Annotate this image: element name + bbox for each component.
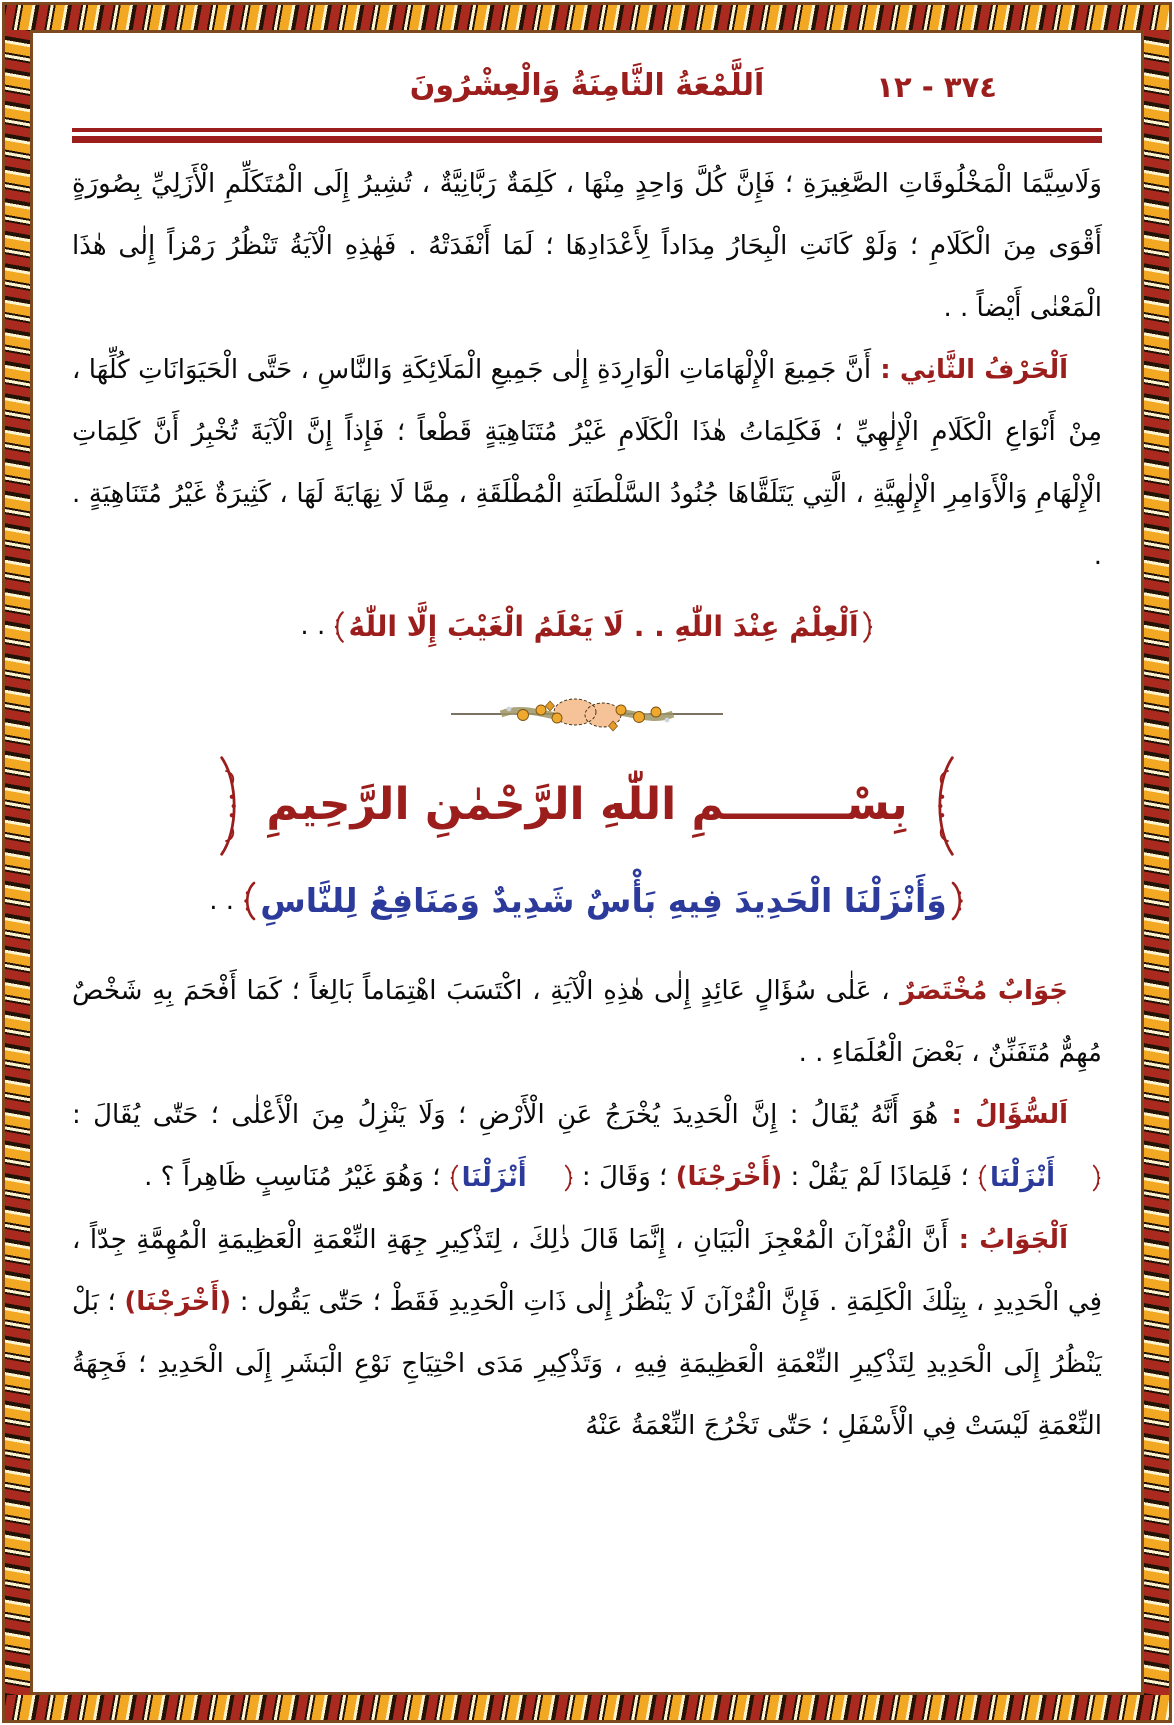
text-segment-black: أَنَّ الْقُرْآنَ الْمُعْجِزَ الْبَيَانِ ، إِنَّمَا قَالَ ذٰلِكَ ، لِتَذْكِيرِ جِهَةِ النِّعْمَةِ الْعَظِيمَةِ الْمُهِمَّةِ جِدّاً ، فِي الْحَدِيدِ ، بِتِلْكَ الْكَلِمَةِ . فَإِنَّ الْقُرْآنَ لَا يَنْظُرُ إِلٰى ذَاتِ الْحَدِيدِ فَقَطْ ؛ حَتّٰى يَقُول : (72, 1224, 1102, 1317)
text-segment-red: اَلْجَوَابُ : (948, 1224, 1068, 1255)
border-pattern-right (1144, 30, 1169, 1695)
border-pattern-top (5, 5, 1169, 30)
ornate-bracket-left-icon (977, 1163, 988, 1193)
ornate-bracket-left-icon (242, 878, 258, 924)
quran-phrase-text: وَأَنْزَلْنَا الْحَدِيدَ فِيهِ بَأْسٌ شَدِيدٌ وَمَنَافِعُ لِلنَّاسِ (260, 881, 947, 920)
paragraph-answer (72, 1209, 1102, 1457)
verse-line (72, 862, 1102, 941)
body-text (72, 153, 1102, 1457)
text-segment-black: هُوَ أَنَّهُ يُقَالُ : إِنَّ الْحَدِيدَ يُخْرَجُ عَنِ الْأَرْضِ ؛ وَلَا يَنْزِلُ مِنَ الْأَعْلٰى ؛ حَتّٰى يُقَالَ : (72, 1100, 939, 1130)
floral-divider (72, 692, 1102, 736)
calligraphy-flourish-icon (214, 754, 246, 858)
page-content (34, 34, 1140, 1691)
ornate-bracket-right-icon (1091, 1163, 1102, 1193)
paragraph-continuation (72, 153, 1102, 339)
text-segment-black: أَنَّ جَمِيعَ الْإِلْهَامَاتِ الْوَارِدَةِ إِلٰى جَمِيعِ الْمَلَائِكَةِ وَالنَّاسِ ، حَتَّى الْحَيَوَانَاتِ كُلِّهَا ، مِنْ أَنْوَاعِ الْكَلَامِ الْإِلٰهِيِّ ؛ فَكَلِمَاتُ هٰذَا الْكَلَامِ غَيْرُ مُتَنَاهِيَةٍ قَطْعاً ؛ فَإِذاً إِنَّ الْآيَةَ تُخْبِرُ أَنَّ كَلِمَاتِ الْإِلْهَامِ وَالْأَوَامِرِ الْإِلٰهِيَّةِ ، الَّتِي يَتَلَقَّاهَا جُنُودُ السَّلْطَنَةِ الْمُطْلَقَةِ ، مِمَّا لَا نِهَايَةَ لَهَا ، كَثِيرَةٌ غَيْرُ مُتَنَاهِيَةٍ . . (72, 355, 1102, 571)
bismillah-text: بِسْــــــــمِ اللّٰهِ الرَّحْمٰنِ الرَّحِيمِ (266, 779, 908, 831)
page-title: اَللَّمْعَةُ الثَّامِنَةُ وَالْعِشْرُونَ (409, 68, 765, 103)
quran-phrase (449, 1147, 574, 1209)
quran-phrase-text: أَنْزَلْنَا (990, 1162, 1055, 1193)
ornate-bracket-right-icon (949, 878, 965, 924)
text-segment-black: . . (300, 611, 334, 641)
header-rule (72, 128, 1102, 143)
quran-phrase (977, 1147, 1102, 1209)
quran-phrase-text: اَلْعِلْمُ عِنْدَ اللّٰهِ . . لَا يَعْلَمُ الْغَيْبَ إِلَّا اللّٰهُ (348, 609, 859, 643)
text-segment-red: اَلسُّؤَالُ : (938, 1100, 1069, 1130)
quran-phrase-text: أَنْزَلْنَا (461, 1162, 527, 1193)
text-segment-red: (أَخْرَجْنَا) (124, 1286, 232, 1317)
ornate-bracket-left-icon (449, 1163, 460, 1193)
text-segment-red: (أَخْرَجْنَا) (675, 1162, 783, 1192)
calligraphy-flourish-icon (928, 754, 960, 858)
text-segment-black: ؛ وَقَالَ : (573, 1162, 676, 1192)
quran-phrase (242, 862, 965, 940)
ornate-bracket-left-icon (333, 609, 346, 645)
text-segment-black: ، عَلٰى سُؤَالٍ عَائِدٍ إِلٰى هٰذِهِ الْآيَةِ ، اكْتَسَبَ اهْتِمَاماً بَالِغاً ؛ كَمَا أَفْحَمَ بِهِ شَخْصٌ مُهِمٌّ مُتَفَنِّنٌ ، بَعْضَ الْعُلَمَاءِ . . (72, 976, 1102, 1068)
border-pattern-bottom (5, 1695, 1169, 1720)
text-segment-red: اَلْحَرْفُ الثَّانِي : (871, 355, 1068, 385)
border-pattern-left (5, 30, 30, 1695)
paragraph-short-answer (72, 960, 1102, 1084)
page-number: ٣٧٤ - ١٢ (876, 70, 997, 104)
floral-divider-icon (447, 692, 727, 736)
text-segment-black: . . (209, 885, 243, 916)
paragraph-second-letter (72, 339, 1102, 587)
paragraph-question (72, 1084, 1102, 1209)
text-segment-black: وَلَاسِيَّمَا الْمَخْلُوقَاتِ الصَّغِيرَةِ ؛ فَإِنَّ كُلَّ وَاحِدٍ مِنْهَا ، كَلِمَةٌ رَبَّانِيَّةٌ ، تُشِيرُ إِلَى الْمُتَكَلِّمِ الْأَزَلِيِّ بِصُورَةٍ أَقْوَى مِنَ الْكَلَامِ ؛ وَلَوْ كَانَتِ الْبِحَارُ مِدَاداً لِأَعْدَادِهَا ؛ لَمَا أَنْفَدَتْهُ . فَهٰذِهِ الْآيَةُ تَنْظُرُ رَمْزاً إِلٰى هٰذَا الْمَعْنٰى أَيْضاً . . (72, 169, 1102, 323)
text-segment-black: ؛ وَهُوَ غَيْرُ مُنَاسِبٍ ظَاهِراً ؟ . (144, 1162, 449, 1192)
ornate-bracket-right-icon (861, 609, 874, 645)
quote-line (72, 591, 1102, 662)
bismillah-calligraphy (72, 754, 1102, 858)
text-segment-red: جَوَابٌ مُخْتَصَرٌ (889, 976, 1068, 1006)
text-segment-black: ؛ فَلِمَاذَا لَمْ يَقُلْ : (782, 1162, 977, 1192)
text-segment-black: ؛ بَلْ يَنْظُرُ إِلَى الْحَدِيدِ لِتَذْكِيرِ النِّعْمَةِ الْعَظِيمَةِ فِيهِ ، وَتَذْكِيرِ مَدَى احْتِيَاجِ نَوْعِ الْبَشَرِ إِلَى الْحَدِيدِ ؛ فَجِهَةُ النِّعْمَةِ لَيْسَتْ فِي الْأَسْفَلِ ؛ حَتّٰى تَخْرُجَ النِّعْمَةُ عَنْهُ (72, 1286, 1102, 1441)
quran-phrase (333, 592, 873, 662)
page-header (72, 62, 1102, 116)
ornate-bracket-right-icon (563, 1163, 574, 1193)
